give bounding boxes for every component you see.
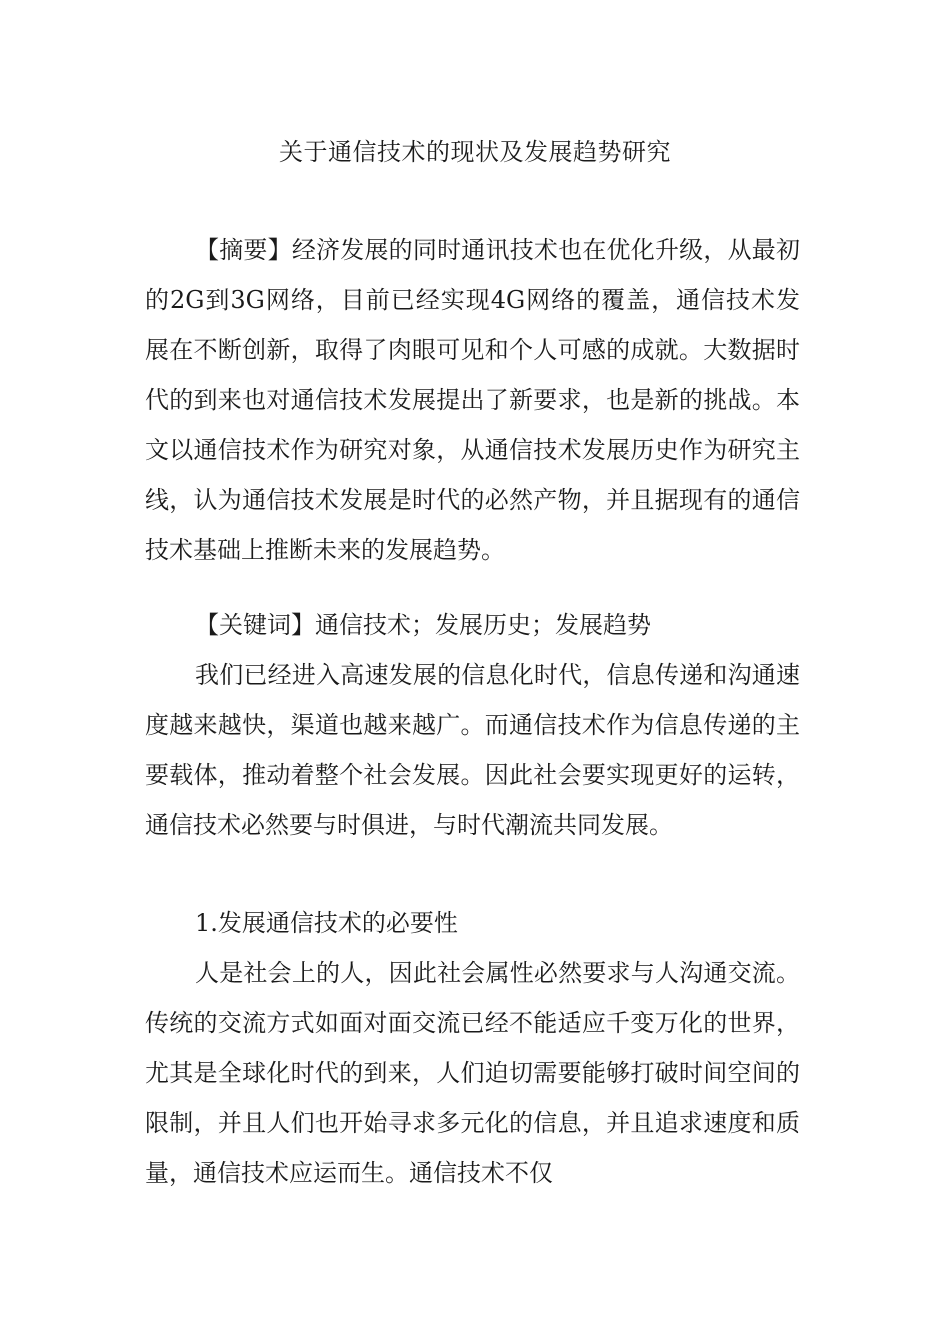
intro-paragraph: 我们已经进入高速发展的信息化时代，信息传递和沟通速度越来越快，渠道也越来越广。而通信技术作为信息传递的主要载体，推动着整个社会发展。因此社会要实现更好的运转，通信技术必然要与时俱进，与时代潮流共同发展。 (145, 661, 800, 839)
section-paragraph: 人是社会上的人，因此社会属性必然要求与人沟通交流。传统的交流方式如面对面交流已经不能适应千变万化的世界，尤其是全球化时代的到来，人们迫切需要能够打破时间空间的限制，并且人们也开始寻求多元化的信息，并且追求速度和质量，通信技术应运而生。通信技术不仅 (145, 959, 800, 1187)
section-heading: 1.发展通信技术的必要性 (195, 909, 458, 937)
document-title: 关于通信技术的现状及发展趋势研究 (279, 138, 671, 166)
keywords-text: 通信技术；发展历史；发展趋势 (315, 611, 651, 639)
keywords-paragraph (145, 600, 800, 650)
abstract-text: 经济发展的同时通讯技术也在优化升级，从最初的2G到3G网络，目前已经实现4G网络的覆盖，通信技术发展在不断创新，取得了肉眼可见和个人可感的成就。大数据时代的到来也对通信技术发展提出了新要求，也是新的挑战。本文以通信技术作为研究对象，从通信技术发展历史作为研究主线，认为通信技术发展是时代的必然产物，并且据现有的通信技术基础上推断未来的发展趋势。 (145, 236, 801, 564)
keywords-label: 【关键词】 (195, 611, 315, 639)
abstract-label: 【摘要】 (195, 236, 292, 264)
abstract-paragraph (145, 225, 800, 575)
